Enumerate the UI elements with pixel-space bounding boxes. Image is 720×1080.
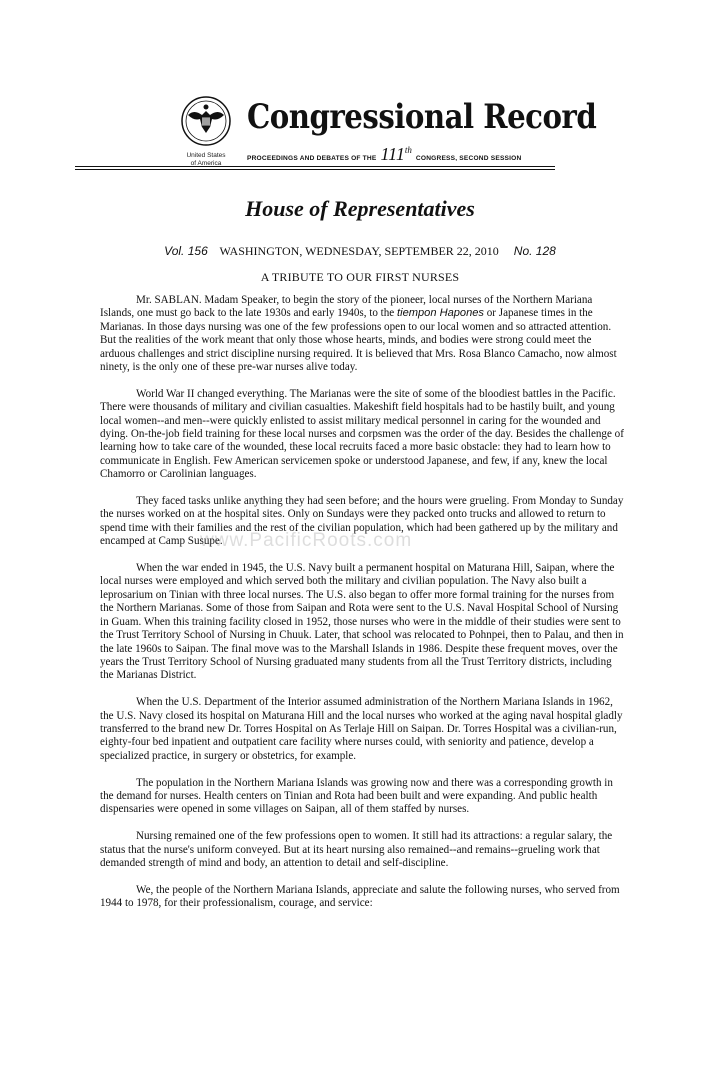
paragraph: We, the people of the Northern Mariana Islands, appreciate and salute the following nurses, who served from 1944 to 1978, for their professionalism, courage, and service: bbox=[100, 883, 620, 910]
paragraph: They faced tasks unlike anything they had seen before; and the hours were grueling. From Monday to Sunday the nurses worked on at the hospital sites. Only on Sundays were they packed onto trucks and allowed to return to spend time with their families and the rest of the civilian population, which had been gathered up by the military and encamped at Camp Susupe. bbox=[100, 495, 624, 548]
issue-line bbox=[0, 244, 720, 259]
watermark: www.PacificRoots.com bbox=[200, 530, 413, 551]
seal-caption: United States of America bbox=[186, 152, 226, 167]
publication-title: Congressional Record bbox=[247, 97, 597, 137]
masthead-rule-top bbox=[75, 166, 555, 167]
paragraph: Mr. SABLAN. Madam Speaker, to begin the story of the pioneer, local nurses of the Northern Mariana Islands, one must go back to the late 1930s and early 1940s, to the tiempon Hapones or Japanese times in the Marianas. In those days nursing was one of the few professions open to our local women and so attracted attention. But the realities of the work meant that only those whose hearts, minds, and bodies were strong could meet the arduous challenges and strict discipline nursing required. It is believed that Mrs. Rosa Blanco Camacho, now almost ninety, is the only one of these pre-war nurses alive today. bbox=[100, 294, 617, 374]
paragraph: Nursing remained one of the few professions open to women. It still had its attractions: a regular salary, the status that the nurse's uniform conveyed. But at its heart nursing also remained--and remains--grueling work that demanded strength of mind and body, an attention to detail and self-discipline. bbox=[100, 830, 613, 869]
paragraph: The population in the Northern Mariana Islands was growing now and there was a corresponding growth in the demand for nurses. Health centers on Tinian and Rota had been built and were expanding. And public health dispensaries were opened in some villages on Saipan, all of them staffed by nurses. bbox=[100, 776, 613, 816]
paragraph: When the war ended in 1945, the U.S. Navy built a permanent hospital on Maturana Hill, Saipan, where the local nurses were employed and which served both the military and civilian population. The Navy also built a leprosarium on Tinian with three local nurses. The U.S. also began to offer more formal training for the nurses from the Northern Marianas. Some of those from Saipan and Rota were sent to the U.S. Naval Hospital School of Nursing in Guam. When this training facility closed in 1952, those nurses who were in the middle of their studies were sent to the Trust Territory School of Nursing in Chuuk. Later, that school was relocated to Pohnpei, then to Palau, and then in the late 1960s to Saipan. The final move was to the Marshall Islands in 1986. Despite these frequent moves, over the years the Trust Territory School of Nursing graduated many students from all the Trust Territory districts, including the Marianas District. bbox=[100, 562, 624, 682]
proceedings-line: PROCEEDINGS AND DEBATES OF THE 111th CONGRESS, SECOND SESSION bbox=[247, 144, 522, 164]
masthead bbox=[175, 95, 597, 195]
article-body bbox=[100, 294, 625, 924]
chamber-title: House of Representatives bbox=[245, 196, 475, 221]
article-heading: A TRIBUTE TO OUR FIRST NURSES bbox=[260, 270, 460, 284]
issue-number: No. 128 bbox=[513, 244, 556, 258]
italic-phrase: tiempon Hapones bbox=[397, 307, 484, 320]
volume-label: Vol. 156 bbox=[164, 244, 208, 258]
paragraph: World War II changed everything. The Marianas were the site of some of the bloodiest battles in the Pacific. There were thousands of military and civilian casualties. Makeshift field hospitals had to be hastily built, and young local women--and men--were quickly enlisted to assist military medical personnel in caring for the wounded and dying. On-the-job field training for these local nurses and corpsmen was the order of the day. Besides the challenge of learning how to take care of the wounded, these local recruits faced a more basic obstacle: they had to learn how to communicate in English. Few American servicemen spoke or understood Japanese, and few, if any, knew the local Chamorro or Carolinian languages. bbox=[100, 387, 624, 481]
dateline: WASHINGTON, WEDNESDAY, SEPTEMBER 22, 2010 bbox=[219, 244, 499, 258]
masthead-rule-bottom bbox=[75, 169, 555, 170]
eagle-seal-icon bbox=[180, 95, 232, 147]
paragraph: When the U.S. Department of the Interior assumed administration of the Northern Mariana Islands in 1962, the U.S. Navy closed its hospital on Maturana Hill and the local nurses who worked at the aging naval hospital gladly transferred to the brand new Dr. Torres Hospital on As Terlaje Hill on Saipan. Dr. Torres Hospital was a civilian-run, eighty-four bed inpatient and outpatient care facility where nurses could, with seniority and patience, develop a specialized practice, in surgery or obstetrics, for example. bbox=[100, 696, 623, 762]
